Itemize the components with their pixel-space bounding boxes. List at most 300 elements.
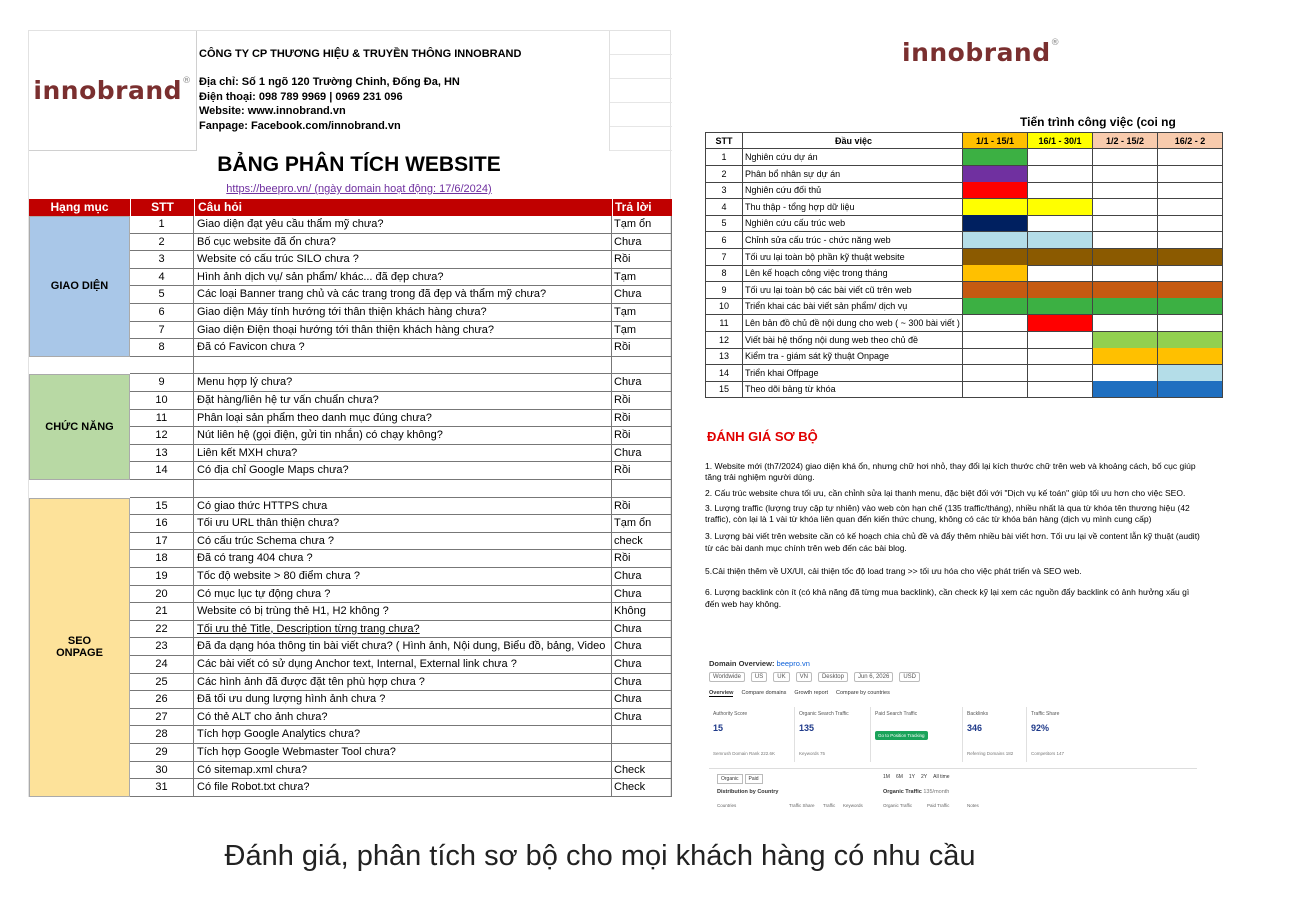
sheet-url-link[interactable]: https://beepro.vn/ (ngày domain hoạt động: 17/6/2024) (226, 183, 492, 195)
gantt-cell (1158, 232, 1223, 249)
gantt-cell (1028, 215, 1093, 232)
filter-uk[interactable]: UK (773, 672, 789, 682)
gantt-cell (1028, 249, 1093, 266)
row-question: Các loại Banner trang chủ và các trang trong đã đẹp và thẩm mỹ chưa? (194, 286, 612, 304)
category-cell: GIAO DIỆN (29, 216, 130, 357)
innobrand-logo: innobrand® (33, 76, 192, 105)
row-answer: Chưa (612, 568, 672, 586)
table-row (130, 691, 672, 709)
row-question: Website có bị trùng thẻ H1, H2 không ? (194, 603, 612, 621)
col-traffic-share: Traffic Share (789, 803, 815, 808)
gantt-cell (1093, 332, 1158, 349)
row-stt: 6 (130, 304, 194, 322)
table-row (130, 339, 672, 357)
row-question: Giao diện đạt yêu cầu thẩm mỹ chưa? (194, 216, 612, 234)
gantt-cell (1093, 365, 1158, 382)
gantt-cell (1093, 166, 1158, 183)
row-question: Có mục lục tự động chưa ? (194, 586, 612, 604)
dashboard-tabs (709, 690, 890, 697)
card-organic: Organic Search Traffic 135 Keywords 75 (795, 707, 871, 762)
gantt-cell (963, 315, 1028, 332)
col-countries: Countries (717, 803, 737, 808)
eval-point: 5.Cải thiện thêm về UX/UI, cải thiện tốc độ load trang >> tối ưu hóa cho việc phát triển và SEO web. (705, 566, 1082, 577)
row-stt: 4 (130, 269, 194, 287)
gantt-stt: 6 (705, 232, 743, 249)
table-row (130, 251, 672, 269)
row-question: Đã đa dạng hóa thông tin bài viết chưa? ( Hình ảnh, Nội dung, Biểu đồ, bảng, Video (194, 638, 612, 656)
gantt-cell (1158, 332, 1223, 349)
row-answer: Check (612, 762, 672, 780)
row-answer: Chưa (612, 586, 672, 604)
gantt-cell (1093, 232, 1158, 249)
row-question: Các hình ảnh đã được đặt tên phù hợp chưa ? (194, 674, 612, 692)
row-answer: Rồi (612, 550, 672, 568)
sheet-empty-cells (609, 31, 672, 151)
sheet-logo-box (29, 31, 197, 151)
company-fanpage: Fanpage: Facebook.com/innobrand.vn (199, 119, 401, 132)
gantt-cell (1093, 199, 1158, 216)
organic-traffic-title: Organic Traffic 135/month (883, 789, 950, 795)
gantt-cell (1093, 182, 1158, 199)
row-stt: 20 (130, 586, 194, 604)
gantt-cell (1158, 282, 1223, 299)
category-cell: CHỨC NĂNG (29, 374, 130, 480)
header-stt: STT (130, 199, 194, 216)
row-question: Có thẻ ALT cho ảnh chưa? (194, 709, 612, 727)
table-row (130, 726, 672, 744)
gantt-cell (963, 381, 1028, 398)
gantt-row (705, 265, 1305, 282)
table-row (130, 322, 672, 340)
tab-overview[interactable]: Overview (709, 690, 734, 696)
evaluation-panel (705, 425, 1200, 655)
row-question: Menu hợp lý chưa? (194, 374, 612, 392)
gantt-stt: 14 (705, 365, 743, 382)
company-website: Website: www.innobrand.vn (199, 105, 346, 118)
gantt-cell (1093, 282, 1158, 299)
gantt-task: Tối ưu lại toàn bộ các bài viết cũ trên web (743, 282, 963, 299)
table-row (130, 550, 672, 568)
row-stt: 28 (130, 726, 194, 744)
table-row (130, 586, 672, 604)
gantt-cell (1093, 381, 1158, 398)
gantt-row (705, 182, 1305, 199)
row-question: Tích hợp Google Analytics chưa? (194, 726, 612, 744)
row-answer: Chưa (612, 286, 672, 304)
gantt-stt: 9 (705, 282, 743, 299)
col-traffic: Traffic (823, 803, 836, 808)
gantt-cell (1158, 199, 1223, 216)
evaluation-title: ĐÁNH GIÁ SƠ BỘ (707, 429, 818, 444)
table-row (130, 568, 672, 586)
gantt-row (705, 149, 1305, 166)
gantt-task: Viết bài hệ thống nội dung web theo chủ đề (743, 332, 963, 349)
row-stt: 19 (130, 568, 194, 586)
row-answer: Chưa (612, 445, 672, 463)
row-question: Có địa chỉ Google Maps chưa? (194, 462, 612, 480)
gantt-cell (1093, 149, 1158, 166)
table-row (130, 445, 672, 463)
row-stt: 11 (130, 410, 194, 428)
gantt-task: Theo dõi bảng từ khóa (743, 381, 963, 398)
gantt-task: Tối ưu lại toàn bộ phần kỹ thuật website (743, 249, 963, 266)
gantt-cell (1028, 365, 1093, 382)
gantt-row (705, 348, 1305, 365)
tab-compare-countries[interactable]: Compare by countries (836, 690, 890, 696)
gantt-stt: 2 (705, 166, 743, 183)
gantt-cell (1158, 265, 1223, 282)
gantt-cell (1158, 149, 1223, 166)
gantt-task: Chỉnh sửa cấu trúc - chức năng web (743, 232, 963, 249)
row-question: Tốc độ website > 80 điểm chưa ? (194, 568, 612, 586)
header-question: Câu hỏi (194, 199, 612, 216)
row-answer: Chưa (612, 709, 672, 727)
gantt-header-cell: 1/1 - 15/1 (963, 132, 1028, 149)
row-answer: Rồi (612, 410, 672, 428)
gantt-task: Lên kế hoạch công việc trong tháng (743, 265, 963, 282)
gantt-row (705, 381, 1305, 398)
gantt-title: Tiến trình công việc (coi ng (1020, 115, 1176, 129)
gantt-cell (1093, 249, 1158, 266)
gantt-stt: 8 (705, 265, 743, 282)
gantt-cell (1028, 348, 1093, 365)
row-stt: 7 (130, 322, 194, 340)
gantt-cell (1028, 182, 1093, 199)
row-answer: check (612, 533, 672, 551)
row-answer: Tạm (612, 269, 672, 287)
gantt-row (705, 199, 1305, 216)
row-question: Phân loại sản phẩm theo danh mục đúng chưa? (194, 410, 612, 428)
row-stt: 24 (130, 656, 194, 674)
gantt-row (705, 315, 1305, 332)
gantt-task: Phân bổ nhân sự dự án (743, 166, 963, 183)
row-question: Website có cấu trúc SILO chưa ? (194, 251, 612, 269)
row-stt: 26 (130, 691, 194, 709)
row-stt: 21 (130, 603, 194, 621)
gantt-header-cell: 16/1 - 30/1 (1028, 132, 1093, 149)
gantt-stt: 10 (705, 298, 743, 315)
range-6m[interactable]: 6M (895, 774, 903, 780)
row-stt: 13 (130, 445, 194, 463)
row-question: Giao diện Máy tính hướng tới thân thiện khách hàng chưa? (194, 304, 612, 322)
gantt-cell (963, 149, 1028, 166)
row-question: Hình ảnh dịch vụ/ sản phẩm/ khác... đã đẹp chưa? (194, 269, 612, 287)
filter-worldwide[interactable]: Worldwide (709, 672, 745, 682)
gantt-task: Nghiên cứu dự án (743, 149, 963, 166)
gantt-task: Triển khai các bài viết sản phẩm/ dịch vụ (743, 298, 963, 315)
row-answer: Rồi (612, 392, 672, 410)
table-row (130, 462, 672, 480)
range-1y[interactable]: 1Y (908, 774, 916, 780)
gantt-cell (963, 332, 1028, 349)
row-stt: 17 (130, 533, 194, 551)
table-row (130, 392, 672, 410)
range-all[interactable]: All time (933, 774, 950, 780)
gantt-cell (1093, 315, 1158, 332)
gantt-row (705, 232, 1305, 249)
row-answer: Tạm (612, 304, 672, 322)
eval-point: 1. Website mới (th7/2024) giao diện khá ổn, nhưng chữ hơi nhỏ, thay đổi lại kích thước chữ trên web và khoảng cách, bố cục giúp tăng trải nghiệm người dùng. (705, 461, 1196, 483)
gantt-stt: 4 (705, 199, 743, 216)
row-stt: 10 (130, 392, 194, 410)
gantt-cell (1028, 298, 1093, 315)
gantt-cell (1158, 298, 1223, 315)
table-row (130, 374, 672, 392)
row-answer: Không (612, 603, 672, 621)
gantt-stt: 12 (705, 332, 743, 349)
row-stt: 18 (130, 550, 194, 568)
filter-desktop[interactable]: Desktop (818, 672, 848, 682)
table-row (130, 779, 672, 797)
innobrand-logo-right: innobrand® (902, 38, 1061, 67)
gantt-row (705, 215, 1305, 232)
col-keywords: Keywords (843, 803, 863, 808)
table-row (130, 744, 672, 762)
row-question: Đã có Favicon chưa ? (194, 339, 612, 357)
row-answer: Chưa (612, 234, 672, 252)
evaluation-body (705, 461, 1200, 614)
gantt-cell (1028, 381, 1093, 398)
table-row (130, 410, 672, 428)
row-question: Có cấu trúc Schema chưa ? (194, 533, 612, 551)
gantt-cell (1158, 315, 1223, 332)
company-phone: Điện thoại: 098 789 9969 | 0969 231 096 (199, 90, 403, 103)
row-answer: Chưa (612, 674, 672, 692)
distribution-title: Distribution by Country (717, 789, 779, 795)
gantt-cell (963, 348, 1028, 365)
row-stt: 22 (130, 621, 194, 639)
legend-notes[interactable]: Notes (967, 803, 979, 808)
table-row (130, 269, 672, 287)
gantt-row (705, 282, 1305, 299)
gantt-cell (1158, 365, 1223, 382)
table-row (130, 216, 672, 234)
gantt-cell (963, 365, 1028, 382)
gantt-stt: 1 (705, 149, 743, 166)
row-answer: Tạm ổn (612, 216, 672, 234)
company-address: Địa chỉ: Số 1 ngõ 120 Trường Chinh, Đống Đa, HN (199, 76, 460, 89)
row-stt: 15 (130, 498, 194, 516)
spacer-row (130, 480, 672, 498)
filter-currency[interactable]: USD (899, 672, 920, 682)
row-stt: 2 (130, 234, 194, 252)
row-answer: Rồi (612, 462, 672, 480)
eval-point: 2. Cấu trúc website chưa tối ưu, cần chỉnh sửa lại thanh menu, đặc biệt đối với "Dịch vụ kế toán" giúp tối ưu hơn cho việc SEO. (705, 487, 1186, 498)
row-answer: Rồi (612, 251, 672, 269)
gantt-cell (1028, 149, 1093, 166)
row-question: Giao diện Điện thoại hướng tới thân thiện khách hàng chưa? (194, 322, 612, 340)
row-stt: 8 (130, 339, 194, 357)
table-row (130, 674, 672, 692)
company-name: CÔNG TY CP THƯƠNG HIỆU & TRUYỀN THÔNG INNOBRAND (199, 48, 522, 60)
row-answer: Chưa (612, 656, 672, 674)
row-answer: Chưa (612, 621, 672, 639)
card-authority: Authority Score 15 Semrush Domain Rank 222.6K (709, 707, 795, 762)
gantt-cell (963, 249, 1028, 266)
row-answer: Chưa (612, 638, 672, 656)
gantt-stt: 11 (705, 315, 743, 332)
row-stt: 5 (130, 286, 194, 304)
row-answer: Rồi (612, 498, 672, 516)
row-stt: 29 (130, 744, 194, 762)
row-answer (612, 726, 672, 744)
gantt-cell (1028, 332, 1093, 349)
organic-paid-toggle (717, 774, 763, 784)
gantt-header-cell: 16/2 - 2 (1158, 132, 1223, 149)
gantt-cell (1093, 298, 1158, 315)
gantt-cell (1028, 315, 1093, 332)
analysis-sheet (28, 30, 671, 797)
gantt-cell (1028, 166, 1093, 183)
dashboard-title: Domain Overview: beepro.vn (709, 659, 810, 668)
row-stt: 25 (130, 674, 194, 692)
range-2y[interactable]: 2Y (921, 774, 928, 780)
row-question: Các bài viết có sử dụng Anchor text, Internal, External link chưa ? (194, 656, 612, 674)
gantt-row (705, 332, 1305, 349)
gantt-stt: 7 (705, 249, 743, 266)
row-stt: 27 (130, 709, 194, 727)
row-stt: 31 (130, 779, 194, 797)
legend-paid[interactable]: Paid Traffic (927, 803, 950, 808)
gantt-header-cell: STT (705, 132, 743, 149)
gantt-cell (1028, 282, 1093, 299)
gantt-cell (1093, 215, 1158, 232)
spacer-row (130, 357, 672, 375)
gantt-row (705, 249, 1305, 266)
gantt-cell (1093, 348, 1158, 365)
gantt-cell (963, 215, 1028, 232)
header-category: Hạng mục (29, 199, 130, 216)
tab-growth-report[interactable]: Growth report (794, 690, 829, 696)
gantt-cell (1158, 215, 1223, 232)
row-question: Liên kết MXH chưa? (194, 445, 612, 463)
gantt-cell (1158, 166, 1223, 183)
table-row (130, 427, 672, 445)
row-question: Đã có trang 404 chưa ? (194, 550, 612, 568)
gantt-header (705, 132, 1305, 149)
row-question: Bố cục website đã ổn chưa? (194, 234, 612, 252)
caption: Đánh giá, phân tích sơ bộ cho mọi khách hàng có nhu cầu (224, 840, 976, 872)
gantt-cell (963, 166, 1028, 183)
position-tracking-button[interactable]: Go to Position Tracking (875, 731, 928, 740)
gantt-cell (963, 298, 1028, 315)
table-row (130, 603, 672, 621)
gantt-task: Nghiên cứu đối thủ (743, 182, 963, 199)
gantt-row (705, 166, 1305, 183)
card-traffic-share: Traffic Share 92% Competitors 147 (1031, 711, 1065, 756)
row-stt: 9 (130, 374, 194, 392)
row-answer (612, 744, 672, 762)
row-stt: 14 (130, 462, 194, 480)
row-stt: 1 (130, 216, 194, 234)
row-answer: Tạm ổn (612, 515, 672, 533)
header-answer: Trả lời (612, 199, 672, 216)
table-row (130, 286, 672, 304)
card-backlinks: Backlinks 346 Referring Domains 182 (963, 707, 1027, 762)
row-question: Tối ưu thẻ Title, Description từng trang chưa? (194, 621, 612, 639)
gantt-stt: 13 (705, 348, 743, 365)
row-stt: 12 (130, 427, 194, 445)
gantt-task: Thu thập - tổng hợp dữ liệu (743, 199, 963, 216)
row-answer: Tạm (612, 322, 672, 340)
gantt-stt: 15 (705, 381, 743, 398)
table-row (130, 656, 672, 674)
table-row (130, 762, 672, 780)
gantt-cell (1028, 232, 1093, 249)
row-question: Tích hợp Google Webmaster Tool chưa? (194, 744, 612, 762)
row-question: Tối ưu URL thân thiện chưa? (194, 515, 612, 533)
pill-organic[interactable]: Organic (717, 774, 743, 784)
table-row (130, 304, 672, 322)
row-stt: 3 (130, 251, 194, 269)
row-question: Có file Robot.txt chưa? (194, 779, 612, 797)
legend-organic[interactable]: Organic Traffic (883, 803, 913, 808)
eval-point: 3. Lượng bài viết trên website cần có kế hoạch chia chủ đề và đẩy thêm nhiều bài viết hơn. Tối ưu lại về content lẫn kỹ thuật (audit) từ các bài danh mục chính trên web đến các bài blog. (705, 531, 1200, 553)
table-row (130, 498, 672, 516)
gantt-cell (963, 232, 1028, 249)
gantt-cell (1158, 249, 1223, 266)
sheet-title: BẢNG PHÂN TÍCH WEBSITE (217, 153, 501, 176)
gantt-row (705, 298, 1305, 315)
row-answer: Chưa (612, 374, 672, 392)
row-question: Nút liên hệ (gọi điện, gửi tin nhắn) có chạy không? (194, 427, 612, 445)
gantt-task: Triển khai Offpage (743, 365, 963, 382)
table-row (130, 621, 672, 639)
filter-vn[interactable]: VN (796, 672, 812, 682)
row-stt: 16 (130, 515, 194, 533)
gantt-header-cell: 1/2 - 15/2 (1093, 132, 1158, 149)
filter-date[interactable]: Jun 6, 2026 (854, 672, 893, 682)
gantt-table (705, 132, 1206, 398)
gantt-task: Kiểm tra - giám sát kỹ thuật Onpage (743, 348, 963, 365)
row-answer: Rồi (612, 339, 672, 357)
time-range (883, 774, 950, 780)
pill-paid[interactable]: Paid (745, 774, 763, 784)
gantt-stt: 5 (705, 215, 743, 232)
gantt-cell (1093, 265, 1158, 282)
card-paid: Paid Search Traffic Go to Position Tracking (871, 707, 963, 762)
row-answer: Rồi (612, 427, 672, 445)
tab-compare-domains[interactable]: Compare domains (741, 690, 787, 696)
gantt-cell (963, 182, 1028, 199)
category-cell: SEO ONPAGE (29, 498, 130, 797)
gantt-cell (1158, 182, 1223, 199)
gantt-cell (963, 199, 1028, 216)
gantt-cell (1028, 265, 1093, 282)
row-question: Có giao thức HTTPS chưa (194, 498, 612, 516)
eval-point: 3. Lượng traffic (lượng truy cập tự nhiên) vào web còn hạn chế (135 traffic/tháng), nhiều nhất là qua từ khóa tên thương hiệu (42 traffic), còn lại là 1 vài từ khóa liên quan đến kiến thức chung, không có các từ khóa bán hàng (dịch vụ mình cung cấp) (705, 502, 1190, 525)
gantt-header-cell: Đầu việc (743, 132, 963, 149)
dashboard-filters (709, 672, 920, 682)
gantt-stt: 3 (705, 182, 743, 199)
row-answer: Chưa (612, 691, 672, 709)
filter-us[interactable]: US (751, 672, 767, 682)
table-row (130, 515, 672, 533)
table-row (130, 234, 672, 252)
table-row (130, 709, 672, 727)
company-info (199, 47, 609, 133)
table-row (130, 638, 672, 656)
row-question: Đã tối ưu dung lượng hình ảnh chưa ? (194, 691, 612, 709)
row-question: Đặt hàng/liên hệ tư vấn chuẩn chưa? (194, 392, 612, 410)
gantt-cell (963, 282, 1028, 299)
semrush-dashboard (705, 655, 1200, 815)
row-stt: 23 (130, 638, 194, 656)
gantt-task: Lên bản đồ chủ đề nội dung cho web ( ~ 300 bài viết ) (743, 315, 963, 332)
eval-point: 6. Lượng backlink còn ít (có khả năng đã từng mua backlink), cần check kỹ lại xem các nguồn đẩy backlink có ảnh hưởng xấu gì đến web hay không. (705, 587, 1190, 609)
range-1m[interactable]: 1M (883, 774, 890, 780)
table-row (130, 533, 672, 551)
